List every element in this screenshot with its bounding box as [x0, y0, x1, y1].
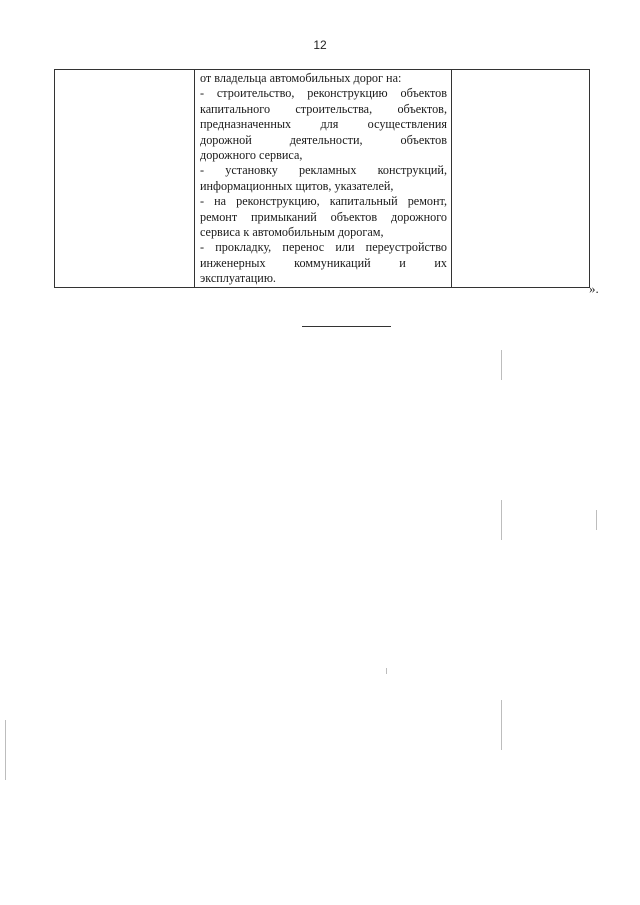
text-line: капитального строительства, объектов,: [200, 101, 447, 116]
table-row: [55, 70, 590, 288]
table-cell-left: [55, 70, 195, 288]
scan-speck: [501, 350, 502, 380]
document-table: [54, 69, 590, 288]
text-line: дорожной деятельности, объектов: [200, 132, 447, 147]
text-line: дорожного сервиса,: [200, 148, 303, 163]
text-line: - прокладку, перенос или переустройство: [200, 240, 447, 255]
closing-quote-mark: ».: [589, 281, 599, 296]
text-line: сервиса к автомобильным дорогам,: [200, 225, 384, 240]
table-cell-middle: [195, 70, 452, 288]
text-line: от владельца автомобильных дорог на:: [200, 71, 402, 85]
separator-line: [302, 326, 391, 327]
text-line: - на реконструкцию, капитальный ремонт,: [200, 194, 447, 209]
text-line: - установку рекламных конструкций,: [200, 163, 447, 178]
permit-description-text: [195, 70, 451, 287]
text-line: инженерных коммуникаций и их: [200, 255, 447, 270]
scan-speck: [501, 700, 502, 750]
page-number: 12: [313, 38, 327, 52]
text-line: информационных щитов, указателей,: [200, 178, 394, 193]
text-line: - строительство, реконструкцию объектов: [200, 86, 447, 101]
scan-speck: [386, 668, 387, 674]
scan-speck: [5, 720, 6, 780]
text-line: предназначенных для осуществления: [200, 117, 447, 132]
text-line: ремонт примыканий объектов дорожного: [200, 209, 447, 224]
table-cell-right: [452, 70, 590, 288]
text-line: эксплуатацию.: [200, 271, 276, 286]
scan-speck: [501, 500, 502, 540]
scan-speck: [596, 510, 597, 530]
